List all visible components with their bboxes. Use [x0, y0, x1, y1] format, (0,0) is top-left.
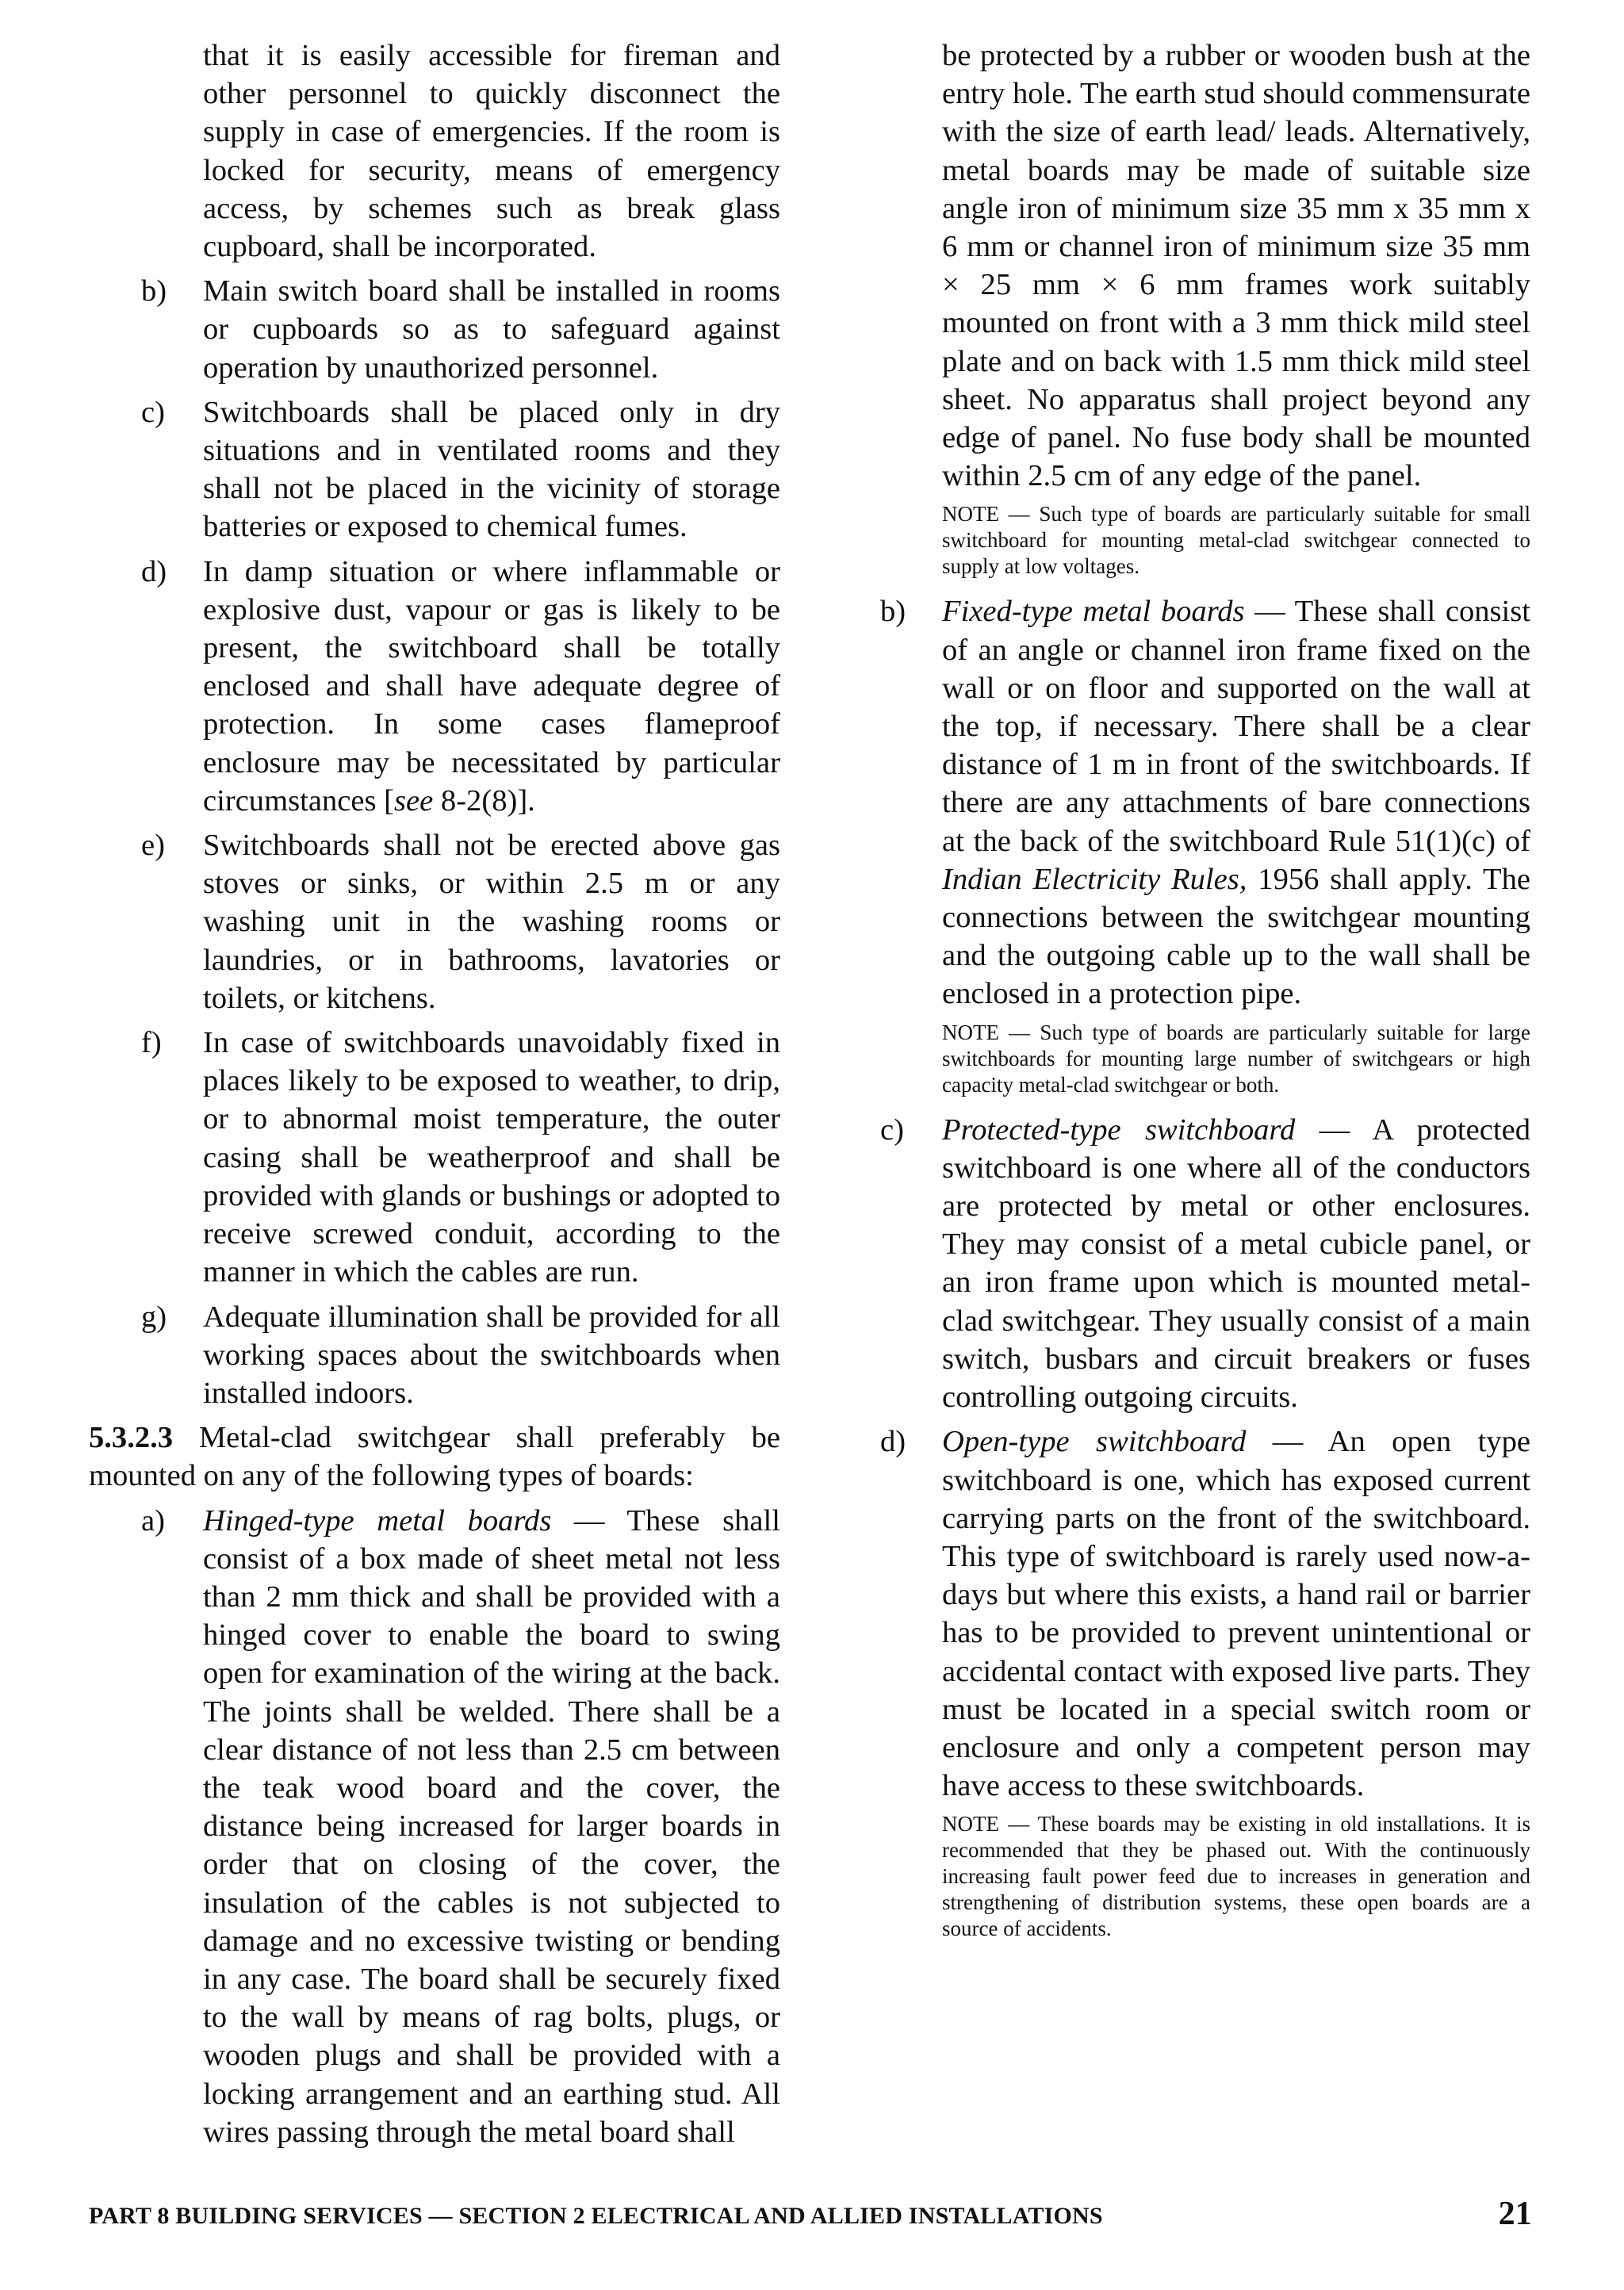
list-label: g) [141, 1300, 167, 1334]
list-label: a) [141, 1503, 165, 1538]
list-label: c) [880, 1112, 904, 1147]
list-item [880, 592, 1530, 1013]
list-text-part: — An open type switchboard is one, which has exposed current carrying parts on the front of the switchboard. This type of switchboard is rarely used now-a-days but where this exists, a hand rail or barrier has to be provided to prevent unintentional or accidental contact with exposed live parts. They must be located in a special switch room or enclosure and only a competent person may have access to these switchboards. [942, 1425, 1530, 1803]
list-label: e) [141, 829, 165, 863]
list-text: Main switch board shall be installed in rooms or cupboards so as to safeguard against operation by unauthorized personnel. [203, 274, 780, 385]
list-item [89, 553, 780, 820]
page-number: 21 [1498, 2196, 1532, 2232]
note: NOTE — These boards may be existing in old installations. It is recommended that they be phased out. With the continuously increasing fault power feed due to increases in generation and strengthening of distribution systems, these open boards are a source of accidents. [942, 1812, 1530, 1941]
list-item [880, 1423, 1530, 1805]
section-number: 5.3.2.3 [89, 1421, 174, 1455]
list-item [880, 1111, 1530, 1417]
note: NOTE — Such type of boards are particularly suitable for small switchboard for mounting metal-clad switchgear connected to supply at low voltages. [942, 502, 1530, 579]
list-text: Switchboards shall not be erected above gas stoves or sinks, or within 2.5 m or any washing unit in the washing rooms or laundries, or in bathrooms, lavatories or toilets, or kitchens. [203, 829, 780, 1015]
list-text [942, 1423, 1530, 1805]
list-text-part: — These shall consist of an angle or channel iron frame fixed on the wall or on floor and supported on the wall at the top, if necessary. There shall be a clear distance of 1 m in front of the switchboards. If there are any attachments of bare connections at the back of the switchboard Rule 51(1)(c) of [942, 595, 1530, 858]
section-text: Metal-clad switchgear shall preferably be mounted on any of the following types of boards: [89, 1421, 780, 1493]
list-text-part: 1956 shall apply. The connections between the switchgear mounting and the outgoing cable up to the wall shall be enclosed in a protection pipe. [942, 862, 1530, 1011]
list-label: d) [880, 1425, 906, 1459]
list-text: In case of switchboards unavoidably fixed in places likely to be exposed to weather, to drip, or to abnormal moist temperature, the outer casing shall be weatherproof and shall be provided with glands or bushings or adopted to receive screwed conduit, according to the manner in which the cables are run. [203, 1026, 780, 1289]
list-text-part: — These shall consist of a box made of sheet metal not less than 2 mm thick and shall be provided with a hinged cover to enable the board to swing open for examination of the wiring at the back. The joints shall be welded. There shall be a clear distance of not less than 2.5 cm between the teak wood board and the cover, the distance being increased for larger boards in order that on closing of the cover, the insulation of the cables is not subjected to damage and no excessive twisting or bending in any case. The board shall be securely fixed to the wall by means of rag bolts, plugs, or wooden plugs and shall be provided with a locking arrangement and an earthing stud. All wires passing through the metal board shall [203, 1503, 780, 2149]
note: NOTE — Such type of boards are particularly suitable for large switchboards for mounting large number of switchgears or high capacity metal-clad switchgear or both. [942, 1020, 1530, 1097]
list-label: f) [141, 1026, 162, 1060]
list-text [203, 1502, 780, 2151]
right-column [880, 36, 1530, 1955]
list-text-part: In damp situation or where inflammable or explosive dust, vapour or gas is likely to be present, the switchboard shall be totally enclosed and shall have adequate degree of protection. In some cases flameproof enclosure may be necessitated by particular circumstances [ [203, 554, 780, 818]
list-text-part: 8-2(8)]. [433, 783, 535, 818]
list-label: b) [880, 595, 906, 629]
list-item [89, 393, 780, 546]
list-label: c) [141, 395, 165, 429]
continued-paragraph: be protected by a rubber or wooden bush at the entry hole. The earth stud should commensurate with the size of earth lead/ leads. Alternatively, metal boards may be made of suitable size angle iron of minimum size 35 mm x 35 mm x 6 mm or channel iron of minimum size 35 mm × 25 mm × 6 mm frames work suitably mounted on front with a 3 mm thick mild steel plate and on back with 1.5 mm thick mild steel sheet. No apparatus shall project beyond any edge of panel. No fuse body shall be mounted within 2.5 cm of any edge of the panel. [942, 39, 1530, 493]
list-label: d) [141, 554, 167, 588]
list-item [89, 826, 780, 1017]
list-item [89, 1024, 780, 1291]
item-title: Open-type switchboard [942, 1425, 1247, 1459]
section-paragraph [89, 1419, 780, 1495]
see-reference: see [394, 783, 434, 818]
list-item [89, 272, 780, 387]
list-label: b) [141, 274, 167, 308]
list-text [942, 592, 1530, 1013]
left-column [89, 36, 780, 2158]
item-title: Hinged-type metal boards [203, 1503, 552, 1538]
list-text: Adequate illumination shall be provided for all working spaces about the switchboards when installed indoors. [203, 1300, 780, 1410]
list-item [89, 1298, 780, 1413]
list-text: Switchboards shall be placed only in dry situations and in ventilated rooms and they shall not be placed in the vicinity of storage batteries or exposed to chemical fumes. [203, 395, 780, 544]
list-item [89, 1502, 780, 2151]
rules-reference: Indian Electricity Rules, [942, 862, 1247, 896]
list-text [203, 553, 780, 820]
footer-title: PART 8 BUILDING SERVICES — SECTION 2 ELECTRICAL AND ALLIED INSTALLATIONS [89, 2203, 1103, 2229]
item-title: Protected-type switchboard [942, 1112, 1296, 1147]
list-text-part: — A protected switchboard is one where all of the conductors are protected by metal or other enclosures. They may consist of a metal cubicle panel, or an iron frame upon which is mounted metal-clad switchgear. They usually consist of a main switch, busbars and circuit breakers or fuses controlling outgoing circuits. [942, 1112, 1530, 1415]
list-text [942, 1111, 1530, 1417]
item-title: Fixed-type metal boards [942, 595, 1245, 629]
continued-paragraph: that it is easily accessible for fireman and other personnel to quickly disconnect the supply in case of emergencies. If the room is locked for security, means of emergency access, by schemes such as break glass cupboard, shall be incorporated. [203, 39, 780, 264]
